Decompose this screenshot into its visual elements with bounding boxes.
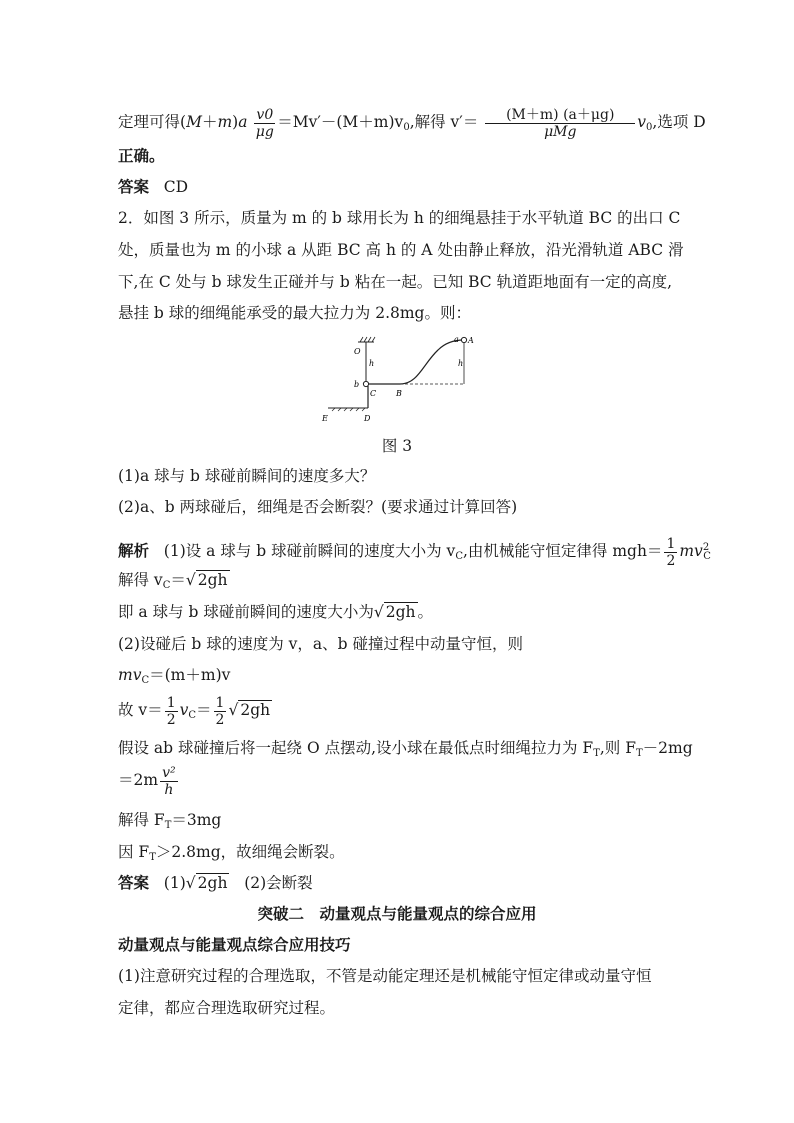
var: m (217, 113, 233, 131)
subscript: C (162, 580, 171, 591)
numerator: v² (162, 764, 176, 781)
question-line-2: 处，质量也为 m 的小球 a 从距 BC 高 h 的 A 处由静止释放，沿光滑轨道 ABC 滑 (118, 241, 684, 259)
subscript: T (164, 820, 172, 831)
text: 解得 F (118, 811, 165, 829)
text: 定理可得( (118, 113, 187, 131)
solution-line-6: 故 v＝ $\frac{1}{2}$ $v_C=$ $\frac{1}{2}$ √ 2gh (118, 694, 271, 728)
question-line-3: 下,在 C 处与 b 球发生正碰并与 b 粘在一起。已知 BC 轨道距地面有一定的高度, (118, 273, 673, 291)
subscript: C (703, 551, 711, 562)
text: ＝ (196, 701, 212, 719)
text: ,选项 D (652, 113, 706, 131)
formula-line-1 (118, 102, 706, 148)
text: 解得 v (118, 571, 163, 589)
answer-label: 答案 (118, 178, 150, 196)
answer-1 (118, 177, 188, 197)
var: mv (118, 666, 142, 684)
var: v (637, 113, 647, 131)
sqrt-content: 2gh (197, 874, 228, 892)
text: ＝ (170, 571, 186, 589)
label-E: E (322, 414, 328, 423)
numerator: 1 (215, 694, 225, 711)
text: 。 (417, 603, 434, 621)
numerator: 1 (166, 694, 176, 711)
sqrt-content: 2gh (240, 701, 271, 719)
var: v (179, 701, 189, 719)
denominator: μg (255, 123, 274, 140)
label-h-right: h (458, 359, 464, 368)
solution-line-3: 即 a 球与 b 球碰前瞬间的速度大小为√ 2gh 。 (118, 603, 434, 621)
sqrt-content: 2gh (197, 571, 228, 589)
solution-line-1 (118, 532, 711, 573)
denominator: 2 (215, 711, 225, 728)
denominator: 2 (666, 552, 676, 569)
text: ) (232, 113, 239, 131)
text: (2)会断裂 (244, 874, 313, 892)
fraction-half (664, 536, 677, 569)
subscript: C (141, 675, 150, 686)
label-h-left: h (369, 359, 375, 368)
text: (1) (163, 874, 186, 892)
text: ＝(m＋m)v (149, 666, 231, 684)
text: (1)设 a 球与 b 球碰前瞬间的速度大小为 v (163, 542, 456, 560)
figure-caption: 图 3 (381, 437, 413, 455)
label-D: D (364, 414, 371, 423)
tip-line-2: 定律，都应合理选取研究过程。 (118, 999, 336, 1017)
tip-line-1: (1)注意研究过程的合理选取，不管是动能定理还是机械能守恒定律或动量守恒 (118, 967, 652, 985)
answer-2: 答案 (1)√ 2gh (2)会断裂 (118, 874, 313, 892)
question-line-1: 2．如图 3 所示，质量为 m 的 b 球用长为 h 的细绳悬挂于水平轨道 BC 的出口 C (118, 209, 681, 227)
label-C: C (370, 389, 377, 398)
var: a (238, 113, 248, 131)
solution-line-8 (118, 760, 180, 800)
text: ＝3mg (171, 811, 222, 829)
var: mv (679, 542, 703, 560)
subscript: 0 (646, 122, 653, 133)
solution-line-4: (2)设碰后 b 球的速度为 v，a、b 碰撞过程中动量守恒，则 (118, 635, 524, 653)
label-b: b (354, 380, 360, 389)
subscript: C (188, 710, 197, 721)
label-O: O (354, 347, 361, 356)
text: 假设 ab 球碰撞后将一起绕 O 点摆动,设小球在最低点时细绳拉力为 F (118, 739, 594, 757)
solution-line-7 (118, 738, 693, 764)
answer-label: 答案 (118, 874, 150, 892)
text: ,则 F (599, 739, 636, 757)
subheading: 动量观点与能量观点综合应用技巧 (118, 936, 351, 954)
text: －2mg (642, 739, 693, 757)
text: ,由机械能守恒定律得 mgh＝ (462, 542, 663, 560)
answer-value: CD (163, 178, 189, 196)
sqrt-content: 2gh (385, 603, 416, 621)
denominator: μMg (544, 123, 577, 140)
text: ＝2m (118, 771, 159, 789)
text: 即 a 球与 b 球碰前瞬间的速度大小为 (118, 603, 374, 621)
superscript: 2 (702, 542, 710, 553)
subscript: T (149, 852, 156, 863)
text: 因 F (118, 843, 150, 861)
text: 故 v＝ (118, 701, 163, 719)
text: ,解得 v′＝ (409, 113, 479, 131)
solution-line-5 (118, 665, 230, 691)
figure-3-diagram (318, 336, 478, 426)
subscript: C (455, 551, 463, 562)
fraction-half (214, 695, 227, 728)
subscript: T (635, 748, 643, 759)
denominator: 2 (166, 711, 176, 728)
numerator: v0 (256, 106, 274, 123)
denominator: h (164, 781, 174, 798)
fraction-v2-h (160, 765, 178, 798)
question-line-4: 悬挂 b 球的细绳能承受的最大拉力为 2.8mg。则： (118, 304, 471, 322)
text: ＞2.8mg，故细绳会断裂。 (155, 843, 345, 861)
solution-line-10 (118, 842, 345, 868)
subscript: 0 (403, 122, 410, 133)
label-a: a (454, 336, 459, 344)
label-B: B (396, 389, 402, 398)
section-title: 突破二 动量观点与能量观点的综合应用 (257, 905, 537, 923)
fraction-half (165, 695, 178, 728)
label-A: A (468, 336, 474, 345)
subscript: T (593, 748, 600, 759)
var: M (186, 113, 202, 131)
numerator: (M＋m) (a＋μg) (485, 107, 635, 124)
solution-line-9 (118, 810, 221, 836)
sub-question-2: (2)a、b 两球碰后，细绳是否会断裂？(要求通过计算回答) (118, 498, 518, 516)
sub-question-1: (1)a 球与 b 球碰前瞬间的速度多大？ (118, 467, 376, 485)
fraction-result (485, 107, 635, 140)
solution-line-2: 解得 $v_C=√$ 2gh (118, 571, 228, 591)
text: ＝Mv′－(M＋m)v (277, 113, 404, 131)
text-line: 正确。 (118, 147, 165, 165)
numerator: 1 (666, 535, 676, 552)
solution-label: 解析 (118, 542, 150, 560)
fraction-v0-mug (254, 107, 275, 140)
text: ＋ (201, 113, 218, 131)
